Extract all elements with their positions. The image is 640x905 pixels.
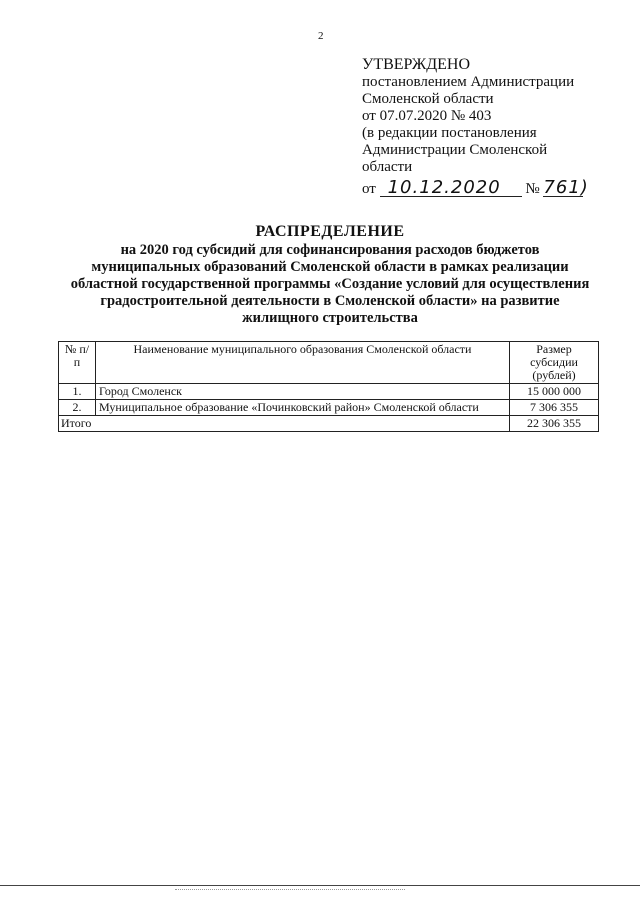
approval-line: от 07.07.2020 № 403 [362,108,492,124]
total-label: Итого [59,416,510,432]
table-row [59,400,599,416]
row-name: Муниципальное образование «Починковский район» Смоленской области [96,400,510,416]
table-header-row [59,342,599,384]
document-subtitle-line: муниципальных образований Смоленской области в рамках реализации [91,259,569,275]
approval-stamp [362,56,622,198]
header-name: Наименование муниципального образования Смоленской области [96,342,510,384]
document-subtitle-line: жилищного строительства [242,310,418,326]
row-amount: 15 000 000 [510,384,599,400]
document-subtitle-line: областной государственной программы «Создание условий для осуществления [70,276,590,292]
header-amount: Размер субсидии (рублей) [510,342,599,384]
row-name: Город Смоленск [96,384,510,400]
approval-title: УТВЕРЖДЕНО [362,56,471,73]
scan-artifact [175,889,405,892]
row-amount: 7 306 355 [510,400,599,416]
approval-line: Смоленской области [362,91,494,107]
handwritten-number: 761) [543,177,589,198]
table-total-row [59,416,599,432]
page-number: 2 [318,30,324,42]
header-num: № п/п [59,342,96,384]
approval-line: (в редакции постановления [362,125,537,141]
number-sign: № [525,181,540,197]
scan-edge-line [0,885,640,886]
document-subtitle-line: градостроительной деятельности в Смоленской области» на развитие [100,293,560,309]
row-num: 1. [59,384,96,400]
distribution-table [58,341,599,432]
approval-signature-line [362,179,622,198]
table-row [59,384,599,400]
document-title: РАСПРЕДЕЛЕНИЕ [255,223,405,240]
from-prefix: от [362,181,376,197]
approval-line: области [362,159,413,175]
approval-line: Администрации Смоленской [362,142,548,158]
document-subtitle-line: на 2020 год субсидий для софинансирования расходов бюджетов [120,242,540,258]
total-amount: 22 306 355 [510,416,599,432]
row-num: 2. [59,400,96,416]
document-heading [50,222,610,327]
approval-line: постановлением Администрации [362,74,575,90]
handwritten-date: 10.12.2020 [380,179,522,197]
